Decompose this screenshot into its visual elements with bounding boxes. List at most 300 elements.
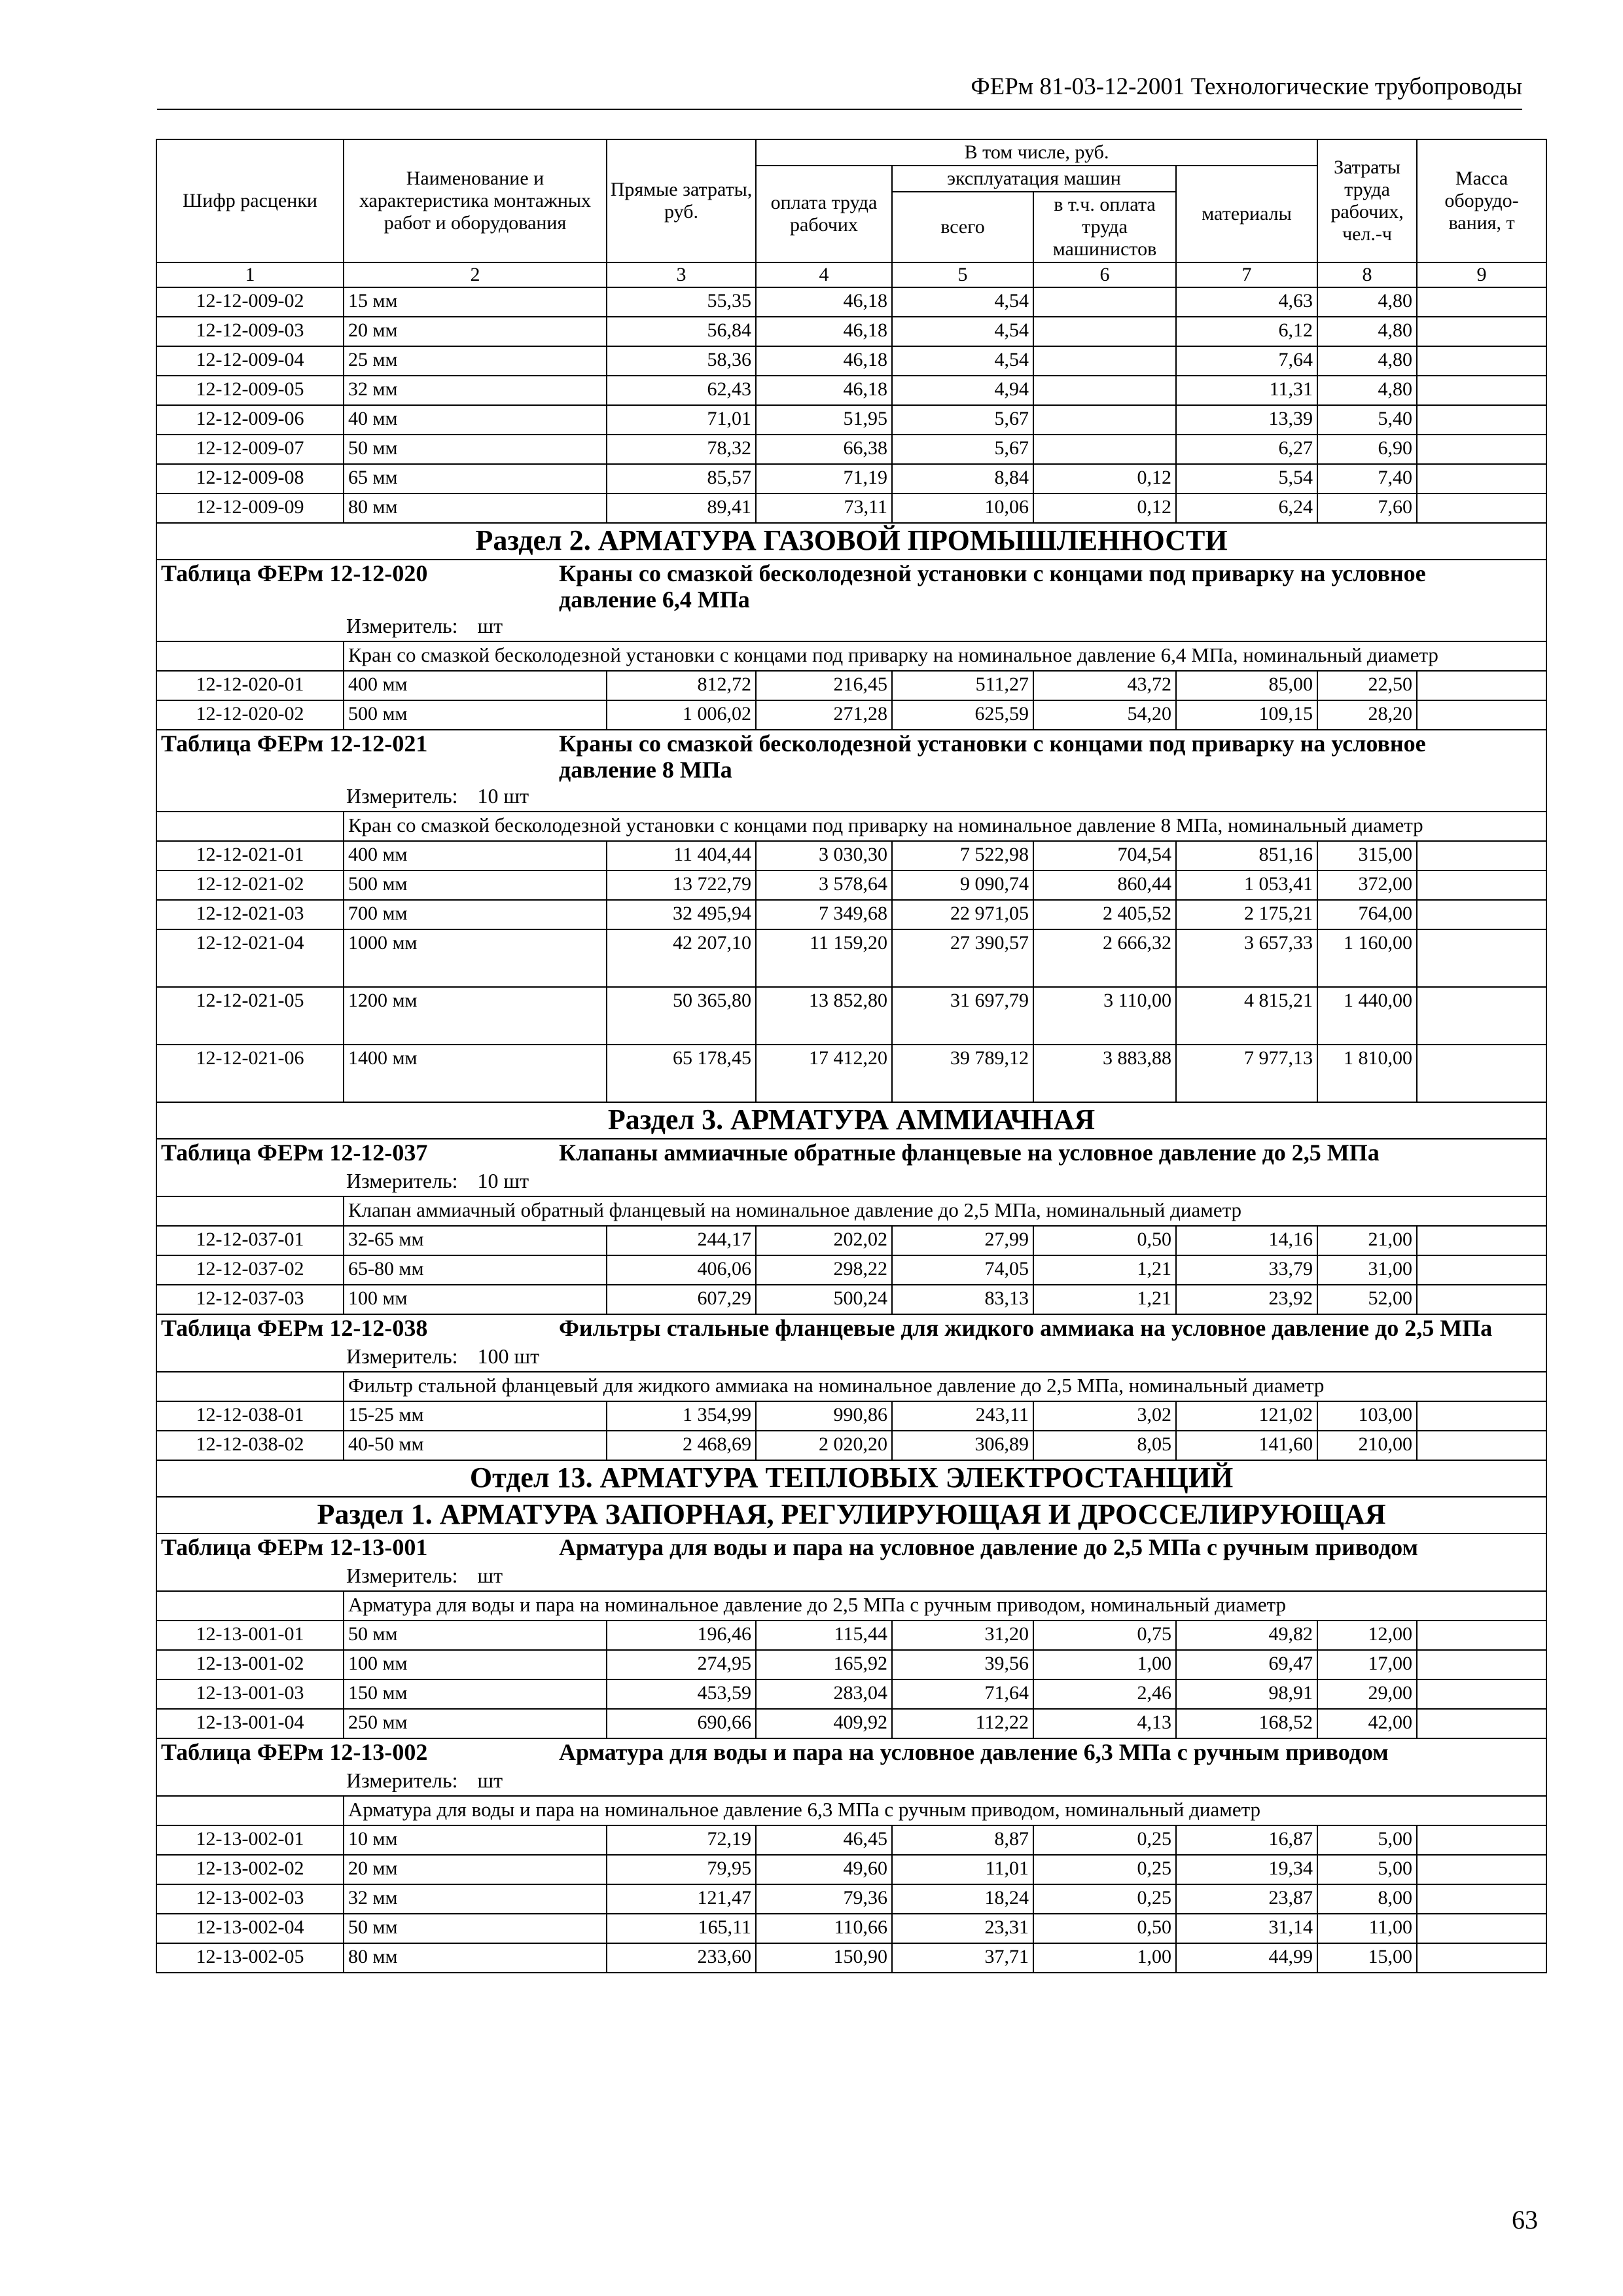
section-heading-row — [156, 1102, 1546, 1139]
table-row — [156, 1943, 1546, 1973]
table-id: Таблица ФЕРм 12-12-037 — [161, 1139, 428, 1166]
table-row — [156, 700, 1546, 730]
rate-code: 12-13-002-03 — [156, 1884, 344, 1914]
materials: 851,16 — [1176, 841, 1317, 870]
direct-cost: 1 006,02 — [607, 700, 756, 730]
materials: 19,34 — [1176, 1855, 1317, 1884]
table-title: Краны со смазкой бесколодезной установки с концами под приварку на условное давление 6,4 МПа — [559, 560, 1426, 613]
wages: 298,22 — [756, 1255, 892, 1285]
measure — [156, 1343, 1546, 1372]
equipment-mass — [1417, 1285, 1546, 1314]
equipment-mass — [1417, 1943, 1546, 1973]
equipment-mass — [1417, 346, 1546, 376]
table-row — [156, 317, 1546, 346]
wages: 165,92 — [756, 1650, 892, 1679]
materials: 3 657,33 — [1176, 929, 1317, 987]
labor-hours: 21,00 — [1317, 1226, 1417, 1255]
table-heading — [156, 730, 1546, 783]
direct-cost: 453,59 — [607, 1679, 756, 1709]
direct-cost: 244,17 — [607, 1226, 756, 1255]
machines-total: 71,64 — [892, 1679, 1033, 1709]
column-number: 1 — [156, 262, 344, 287]
equipment-mass — [1417, 700, 1546, 730]
measure — [156, 1562, 1546, 1591]
col-wages-header: оплата труда рабочих — [756, 166, 892, 262]
column-number: 9 — [1417, 262, 1546, 287]
labor-hours: 1 440,00 — [1317, 987, 1417, 1045]
col-labor-header: Затраты труда рабочих, чел.-ч — [1317, 139, 1417, 262]
wages: 13 852,80 — [756, 987, 892, 1045]
item-name: 32 мм — [344, 376, 607, 405]
table-row — [156, 1045, 1546, 1102]
table-row — [156, 1825, 1546, 1855]
table-heading-row — [156, 1139, 1546, 1168]
table-row — [156, 435, 1546, 464]
equipment-mass — [1417, 376, 1546, 405]
labor-hours: 5,00 — [1317, 1855, 1417, 1884]
item-name: 15-25 мм — [344, 1401, 607, 1431]
machinist-wages: 1,00 — [1033, 1943, 1176, 1973]
table-heading — [156, 1738, 1546, 1767]
machinist-wages: 0,12 — [1033, 493, 1176, 523]
materials: 11,31 — [1176, 376, 1317, 405]
section-heading: Раздел 3. АРМАТУРА АММИАЧНАЯ — [156, 1102, 1546, 1139]
machinist-wages: 0,25 — [1033, 1825, 1176, 1855]
machinist-wages: 2,46 — [1033, 1679, 1176, 1709]
item-name: 25 мм — [344, 346, 607, 376]
table-row — [156, 464, 1546, 493]
department-heading: Отдел 13. АРМАТУРА ТЕПЛОВЫХ ЭЛЕКТРОСТАНЦИЙ — [156, 1460, 1546, 1497]
measure-value: 10 шт — [477, 1169, 529, 1193]
labor-hours: 31,00 — [1317, 1255, 1417, 1285]
direct-cost: 233,60 — [607, 1943, 756, 1973]
direct-cost: 89,41 — [607, 493, 756, 523]
measure-label: Измеритель: — [346, 1169, 458, 1193]
description-row — [156, 1591, 1546, 1621]
machinist-wages — [1033, 405, 1176, 435]
column-number: 3 — [607, 262, 756, 287]
column-number: 7 — [1176, 262, 1317, 287]
equipment-mass — [1417, 1255, 1546, 1285]
item-name: 10 мм — [344, 1825, 607, 1855]
equipment-mass — [1417, 317, 1546, 346]
wages: 110,66 — [756, 1914, 892, 1943]
table-title: Фильтры стальные фланцевые для жидкого аммиака на условное давление до 2,5 МПа — [559, 1315, 1493, 1341]
equipment-mass — [1417, 841, 1546, 870]
description: Арматура для воды и пара на номинальное давление 6,3 МПа с ручным приводом, номинальный диаметр — [344, 1796, 1546, 1825]
item-name: 40-50 мм — [344, 1431, 607, 1460]
wages: 283,04 — [756, 1679, 892, 1709]
table-row — [156, 671, 1546, 700]
description-row — [156, 1372, 1546, 1401]
machines-total: 5,67 — [892, 405, 1033, 435]
wages: 409,92 — [756, 1709, 892, 1738]
wages: 500,24 — [756, 1285, 892, 1314]
price-table — [156, 139, 1547, 1973]
wages: 115,44 — [756, 1621, 892, 1650]
table-id: Таблица ФЕРм 12-12-020 — [161, 560, 428, 586]
machines-total: 83,13 — [892, 1285, 1033, 1314]
rate-code: 12-12-021-01 — [156, 841, 344, 870]
table-row — [156, 287, 1546, 317]
measure-label: Измеритель: — [346, 614, 458, 637]
direct-cost: 13 722,79 — [607, 870, 756, 900]
labor-hours: 372,00 — [1317, 870, 1417, 900]
machinist-wages — [1033, 317, 1176, 346]
table-row — [156, 1855, 1546, 1884]
wages: 71,19 — [756, 464, 892, 493]
wages: 216,45 — [756, 671, 892, 700]
table-row — [156, 346, 1546, 376]
rate-code: 12-12-009-04 — [156, 346, 344, 376]
wages: 7 349,68 — [756, 900, 892, 929]
page-number: 63 — [1512, 2205, 1538, 2234]
measure — [156, 613, 1546, 641]
column-numbers-row — [156, 262, 1546, 287]
labor-hours: 8,00 — [1317, 1884, 1417, 1914]
column-number: 6 — [1033, 262, 1176, 287]
description-spacer — [156, 1591, 344, 1621]
labor-hours: 1 160,00 — [1317, 929, 1417, 987]
machinist-wages: 43,72 — [1033, 671, 1176, 700]
section-heading: Раздел 1. АРМАТУРА ЗАПОРНАЯ, РЕГУЛИРУЮЩАЯ И ДРОССЕЛИРУЮЩАЯ — [156, 1497, 1546, 1534]
description: Клапан аммиачный обратный фланцевый на номинальное давление до 2,5 МПа, номинальный диаметр — [344, 1196, 1546, 1226]
col-materials-header: материалы — [1176, 166, 1317, 262]
rate-code: 12-12-009-07 — [156, 435, 344, 464]
col-code-header: Шифр расценки — [156, 139, 344, 262]
machines-total: 4,54 — [892, 346, 1033, 376]
labor-hours: 29,00 — [1317, 1679, 1417, 1709]
section-heading-row — [156, 1497, 1546, 1534]
machinist-wages: 1,21 — [1033, 1255, 1176, 1285]
item-name: 20 мм — [344, 1855, 607, 1884]
machines-total: 31,20 — [892, 1621, 1033, 1650]
direct-cost: 72,19 — [607, 1825, 756, 1855]
machines-total: 39 789,12 — [892, 1045, 1033, 1102]
machinist-wages: 8,05 — [1033, 1431, 1176, 1460]
equipment-mass — [1417, 1621, 1546, 1650]
machines-total: 31 697,79 — [892, 987, 1033, 1045]
labor-hours: 28,20 — [1317, 700, 1417, 730]
machines-total: 8,87 — [892, 1825, 1033, 1855]
table-heading — [156, 560, 1546, 613]
machinist-wages: 0,50 — [1033, 1914, 1176, 1943]
wages: 46,18 — [756, 287, 892, 317]
table-row — [156, 1431, 1546, 1460]
machinist-wages: 0,25 — [1033, 1855, 1176, 1884]
materials: 7 977,13 — [1176, 1045, 1317, 1102]
wages: 51,95 — [756, 405, 892, 435]
direct-cost: 78,32 — [607, 435, 756, 464]
description: Кран со смазкой бесколодезной установки с концами под приварку на номинальное давление 6,4 МПа, номинальный диаметр — [344, 641, 1546, 671]
table-id: Таблица ФЕРм 12-13-002 — [161, 1739, 428, 1765]
measure-value: шт — [477, 1768, 503, 1792]
table-id: Таблица ФЕРм 12-12-038 — [161, 1315, 428, 1341]
labor-hours: 4,80 — [1317, 376, 1417, 405]
machinist-wages: 704,54 — [1033, 841, 1176, 870]
measure — [156, 783, 1546, 812]
wages: 3 578,64 — [756, 870, 892, 900]
rate-code: 12-13-001-02 — [156, 1650, 344, 1679]
direct-cost: 62,43 — [607, 376, 756, 405]
materials: 5,54 — [1176, 464, 1317, 493]
rate-code: 12-12-021-02 — [156, 870, 344, 900]
measure-label: Измеритель: — [346, 1564, 458, 1587]
measure-row — [156, 613, 1546, 641]
direct-cost: 196,46 — [607, 1621, 756, 1650]
item-name: 50 мм — [344, 1914, 607, 1943]
direct-cost: 55,35 — [607, 287, 756, 317]
equipment-mass — [1417, 1650, 1546, 1679]
wages: 46,18 — [756, 346, 892, 376]
materials: 23,87 — [1176, 1884, 1317, 1914]
measure-label: Измеритель: — [346, 1768, 458, 1792]
materials: 33,79 — [1176, 1255, 1317, 1285]
department-heading-row — [156, 1460, 1546, 1497]
equipment-mass — [1417, 1401, 1546, 1431]
equipment-mass — [1417, 405, 1546, 435]
machines-total: 4,54 — [892, 287, 1033, 317]
table-row — [156, 1709, 1546, 1738]
machines-total: 74,05 — [892, 1255, 1033, 1285]
description-spacer — [156, 812, 344, 841]
item-name: 15 мм — [344, 287, 607, 317]
equipment-mass — [1417, 1431, 1546, 1460]
table-heading — [156, 1534, 1546, 1562]
table-heading-row — [156, 730, 1546, 783]
labor-hours: 17,00 — [1317, 1650, 1417, 1679]
rate-code: 12-12-009-03 — [156, 317, 344, 346]
col-name-header: Наименование и характеристика монтажных работ и оборудования — [344, 139, 607, 262]
measure-value: 100 шт — [477, 1344, 540, 1368]
machinist-wages: 860,44 — [1033, 870, 1176, 900]
materials: 23,92 — [1176, 1285, 1317, 1314]
direct-cost: 690,66 — [607, 1709, 756, 1738]
machinist-wages: 4,13 — [1033, 1709, 1176, 1738]
description-spacer — [156, 1196, 344, 1226]
equipment-mass — [1417, 1679, 1546, 1709]
rate-code: 12-13-002-02 — [156, 1855, 344, 1884]
wages: 73,11 — [756, 493, 892, 523]
machinist-wages — [1033, 435, 1176, 464]
measure-row — [156, 783, 1546, 812]
machinist-wages: 0,75 — [1033, 1621, 1176, 1650]
table-row — [156, 841, 1546, 870]
col-direct-header: Прямые затраты, руб. — [607, 139, 756, 262]
measure-row — [156, 1168, 1546, 1196]
description: Фильтр стальной фланцевый для жидкого аммиака на номинальное давление до 2,5 МПа, номинальный диаметр — [344, 1372, 1546, 1401]
table-row — [156, 870, 1546, 900]
labor-hours: 12,00 — [1317, 1621, 1417, 1650]
wages: 49,60 — [756, 1855, 892, 1884]
equipment-mass — [1417, 1914, 1546, 1943]
machines-total: 27 390,57 — [892, 929, 1033, 987]
direct-cost: 42 207,10 — [607, 929, 756, 987]
rate-code: 12-12-038-01 — [156, 1401, 344, 1431]
item-name: 1000 мм — [344, 929, 607, 987]
materials: 49,82 — [1176, 1621, 1317, 1650]
table-row — [156, 1226, 1546, 1255]
item-name: 400 мм — [344, 671, 607, 700]
machinist-wages — [1033, 287, 1176, 317]
column-number: 4 — [756, 262, 892, 287]
wages: 990,86 — [756, 1401, 892, 1431]
item-name: 32-65 мм — [344, 1226, 607, 1255]
description-spacer — [156, 1796, 344, 1825]
equipment-mass — [1417, 671, 1546, 700]
equipment-mass — [1417, 1855, 1546, 1884]
measure-value: 10 шт — [477, 784, 529, 808]
machines-total: 18,24 — [892, 1884, 1033, 1914]
description-row — [156, 641, 1546, 671]
section-heading-row — [156, 523, 1546, 560]
equipment-mass — [1417, 900, 1546, 929]
column-number: 5 — [892, 262, 1033, 287]
item-name: 700 мм — [344, 900, 607, 929]
direct-cost: 79,95 — [607, 1855, 756, 1884]
measure-value: шт — [477, 614, 503, 637]
rate-code: 12-13-002-05 — [156, 1943, 344, 1973]
rate-code: 12-12-037-01 — [156, 1226, 344, 1255]
rate-code: 12-12-009-02 — [156, 287, 344, 317]
col-mass-header: Масса оборудо-вания, т — [1417, 139, 1546, 262]
item-name: 1200 мм — [344, 987, 607, 1045]
table-heading-row — [156, 1314, 1546, 1343]
materials: 7,64 — [1176, 346, 1317, 376]
direct-cost: 50 365,80 — [607, 987, 756, 1045]
materials: 6,24 — [1176, 493, 1317, 523]
equipment-mass — [1417, 287, 1546, 317]
direct-cost: 274,95 — [607, 1650, 756, 1679]
rate-code: 12-12-037-03 — [156, 1285, 344, 1314]
labor-hours: 22,50 — [1317, 671, 1417, 700]
table-row — [156, 900, 1546, 929]
item-name: 1400 мм — [344, 1045, 607, 1102]
machinist-wages: 3,02 — [1033, 1401, 1176, 1431]
measure-label: Измеритель: — [346, 784, 458, 808]
direct-cost: 58,36 — [607, 346, 756, 376]
machines-total: 511,27 — [892, 671, 1033, 700]
direct-cost: 607,29 — [607, 1285, 756, 1314]
table-title: Краны со смазкой бесколодезной установки с концами под приварку на условное давление 8 МПа — [559, 730, 1426, 783]
machinist-wages: 1,21 — [1033, 1285, 1176, 1314]
labor-hours: 5,40 — [1317, 405, 1417, 435]
description: Кран со смазкой бесколодезной установки с концами под приварку на номинальное давление 8 МПа, номинальный диаметр — [344, 812, 1546, 841]
materials: 4,63 — [1176, 287, 1317, 317]
item-name: 250 мм — [344, 1709, 607, 1738]
labor-hours: 52,00 — [1317, 1285, 1417, 1314]
equipment-mass — [1417, 1825, 1546, 1855]
materials: 44,99 — [1176, 1943, 1317, 1973]
machines-total: 5,67 — [892, 435, 1033, 464]
wages: 79,36 — [756, 1884, 892, 1914]
materials: 141,60 — [1176, 1431, 1317, 1460]
table-row — [156, 1255, 1546, 1285]
rate-code: 12-12-020-02 — [156, 700, 344, 730]
page-header: ФЕРм 81-03-12-2001 Технологические трубопроводы — [971, 73, 1522, 100]
item-name: 100 мм — [344, 1650, 607, 1679]
table-heading-row — [156, 1738, 1546, 1767]
machines-total: 243,11 — [892, 1401, 1033, 1431]
table-row — [156, 1679, 1546, 1709]
item-name: 500 мм — [344, 700, 607, 730]
materials: 6,27 — [1176, 435, 1317, 464]
table-row — [156, 1884, 1546, 1914]
description-row — [156, 1196, 1546, 1226]
materials: 13,39 — [1176, 405, 1317, 435]
wages: 150,90 — [756, 1943, 892, 1973]
wages: 46,45 — [756, 1825, 892, 1855]
machines-total: 625,59 — [892, 700, 1033, 730]
materials: 14,16 — [1176, 1226, 1317, 1255]
equipment-mass — [1417, 1045, 1546, 1102]
materials: 121,02 — [1176, 1401, 1317, 1431]
machines-total: 9 090,74 — [892, 870, 1033, 900]
equipment-mass — [1417, 929, 1546, 987]
wages: 46,18 — [756, 317, 892, 346]
item-name: 150 мм — [344, 1679, 607, 1709]
equipment-mass — [1417, 1709, 1546, 1738]
machinist-wages: 0,12 — [1033, 464, 1176, 493]
materials: 69,47 — [1176, 1650, 1317, 1679]
direct-cost: 85,57 — [607, 464, 756, 493]
table-body — [156, 287, 1546, 1973]
equipment-mass — [1417, 464, 1546, 493]
equipment-mass — [1417, 870, 1546, 900]
rate-code: 12-12-021-04 — [156, 929, 344, 987]
direct-cost: 1 354,99 — [607, 1401, 756, 1431]
wages: 202,02 — [756, 1226, 892, 1255]
measure — [156, 1767, 1546, 1796]
measure-value: шт — [477, 1564, 503, 1587]
direct-cost: 165,11 — [607, 1914, 756, 1943]
materials: 98,91 — [1176, 1679, 1317, 1709]
table-id: Таблица ФЕРм 12-13-001 — [161, 1534, 428, 1560]
rate-code: 12-12-021-05 — [156, 987, 344, 1045]
machinist-wages: 0,50 — [1033, 1226, 1176, 1255]
labor-hours: 315,00 — [1317, 841, 1417, 870]
labor-hours: 4,80 — [1317, 287, 1417, 317]
materials: 6,12 — [1176, 317, 1317, 346]
table-row — [156, 1285, 1546, 1314]
direct-cost: 65 178,45 — [607, 1045, 756, 1102]
description-row — [156, 1796, 1546, 1825]
machines-total: 11,01 — [892, 1855, 1033, 1884]
rate-code: 12-13-002-04 — [156, 1914, 344, 1943]
materials: 85,00 — [1176, 671, 1317, 700]
wages: 2 020,20 — [756, 1431, 892, 1460]
item-name: 65-80 мм — [344, 1255, 607, 1285]
table-row — [156, 1914, 1546, 1943]
item-name: 50 мм — [344, 435, 607, 464]
item-name: 80 мм — [344, 493, 607, 523]
description-spacer — [156, 641, 344, 671]
direct-cost: 406,06 — [607, 1255, 756, 1285]
machines-total: 23,31 — [892, 1914, 1033, 1943]
rate-code: 12-12-009-08 — [156, 464, 344, 493]
item-name: 65 мм — [344, 464, 607, 493]
item-name: 400 мм — [344, 841, 607, 870]
measure-row — [156, 1767, 1546, 1796]
rate-code: 12-12-038-02 — [156, 1431, 344, 1460]
machines-total: 37,71 — [892, 1943, 1033, 1973]
machines-total: 7 522,98 — [892, 841, 1033, 870]
column-number: 2 — [344, 262, 607, 287]
labor-hours: 7,40 — [1317, 464, 1417, 493]
description-spacer — [156, 1372, 344, 1401]
materials: 168,52 — [1176, 1709, 1317, 1738]
measure — [156, 1168, 1546, 1196]
